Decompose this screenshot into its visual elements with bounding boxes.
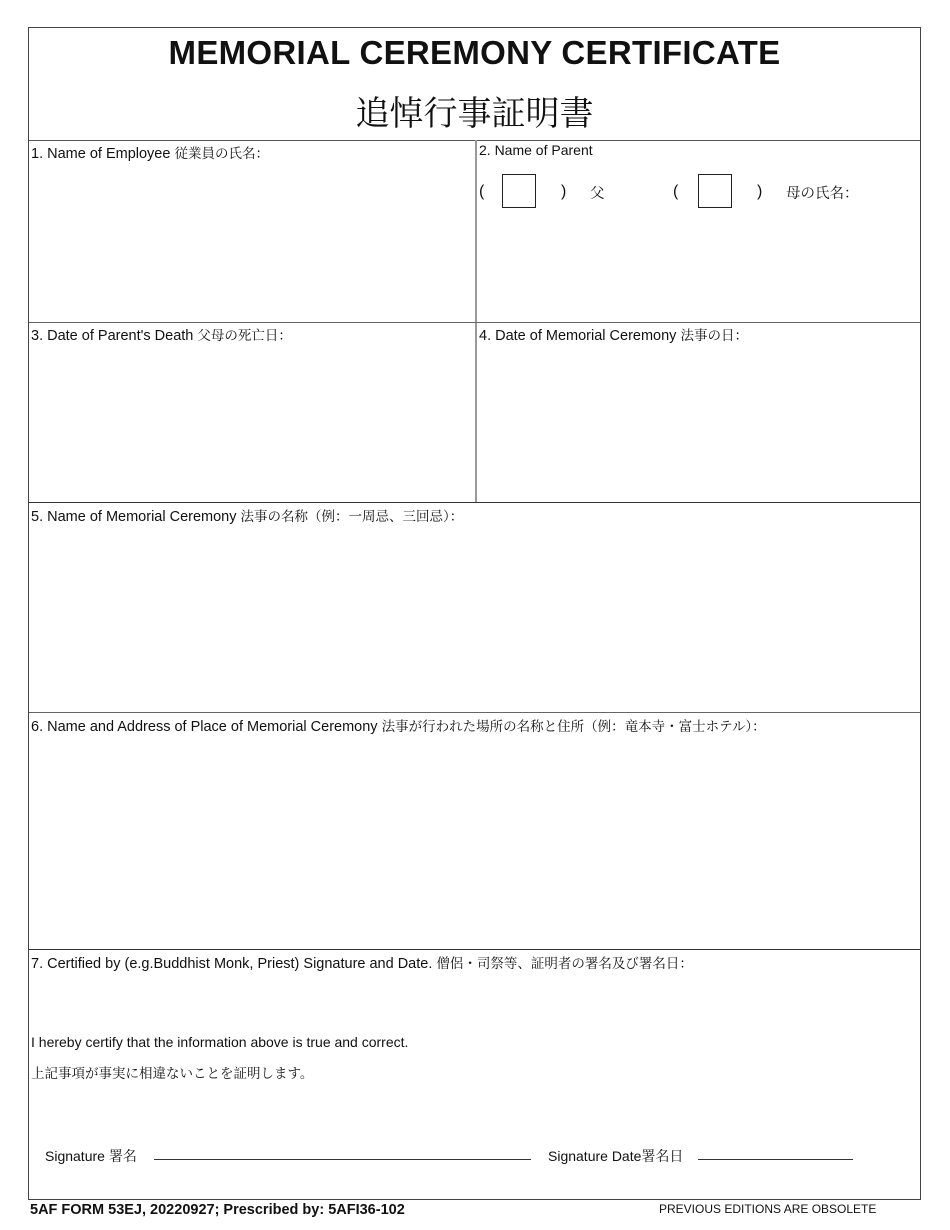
employee-name-field[interactable] [29,140,475,322]
ceremony-name-field[interactable] [29,503,922,712]
obsolete-notice: PREVIOUS EDITIONS ARE OBSOLETE [659,1202,877,1216]
ceremony-date-label-en: 4. Date of Memorial Ceremony [479,328,677,344]
certification-label-jp: 僧侶・司祭等、証明者の署名及び署名日： [436,956,693,972]
ceremony-place-label-en: 6. Name and Address of Place of Memorial Ceremony [31,719,378,735]
parent-death-date-label-en: 3. Date of Parent's Death [31,328,194,344]
mother-name-label: 母の氏名： [786,186,859,202]
parent-name-label: 2. Name of Parent [479,142,593,158]
parent-death-date-field[interactable] [29,322,475,502]
certification-statement-en: I hereby certify that the information above is true and correct. [31,1034,409,1050]
employee-name-label-jp: 従業員の氏名： [174,146,269,162]
parent-death-date-label-jp: 父母の死亡日： [197,328,292,344]
ceremony-place-label-jp: 法事が行われた場所の名称と住所（例：竜本寺・富士ホテル）： [381,719,766,735]
father-checkbox[interactable] [502,174,536,208]
mother-open-paren: ( [673,183,679,200]
ceremony-date-field[interactable] [477,322,922,502]
ceremony-date-label [479,324,748,344]
father-open-paren: ( [479,183,485,200]
certification-statement-jp: 上記事項が事実に相違ないことを証明します。 [31,1066,314,1082]
form-header [29,28,920,141]
employee-name-label [31,142,269,162]
ceremony-name-label [31,505,463,525]
signature-line[interactable] [154,1159,531,1160]
signature-label: Signature 署名 [45,1148,137,1164]
father-close-paren: ) [561,183,567,200]
signature-date-label: Signature Date署名日 [548,1148,684,1164]
mother-close-paren: ) [757,183,763,200]
certification-field [29,950,922,1201]
certification-label-en: 7. Certified by (e.g.Buddhist Monk, Priest) Signature and Date. [31,956,433,972]
ceremony-name-label-jp: 法事の名称（例：一周忌、三回忌）： [240,509,464,525]
title-english: MEMORIAL CEREMONY CERTIFICATE [168,34,781,71]
parent-name-field[interactable] [477,140,922,322]
signature-date-line[interactable] [698,1159,853,1160]
father-label: 父 [590,186,605,202]
ceremony-place-label [31,715,766,735]
title-japanese: 追悼行事証明書 [355,94,594,134]
ceremony-name-label-en: 5. Name of Memorial Ceremony [31,509,237,525]
mother-checkbox[interactable] [698,174,732,208]
employee-name-label-en: 1. Name of Employee [31,146,171,162]
parent-death-date-label [31,324,292,344]
ceremony-date-label-jp: 法事の日： [680,328,748,344]
ceremony-place-field[interactable] [29,713,922,949]
form-identifier: 5AF FORM 53EJ, 20220927; Prescribed by: 5AFI36-102 [30,1202,405,1218]
certification-label [31,952,693,972]
certificate-form [28,27,921,1200]
